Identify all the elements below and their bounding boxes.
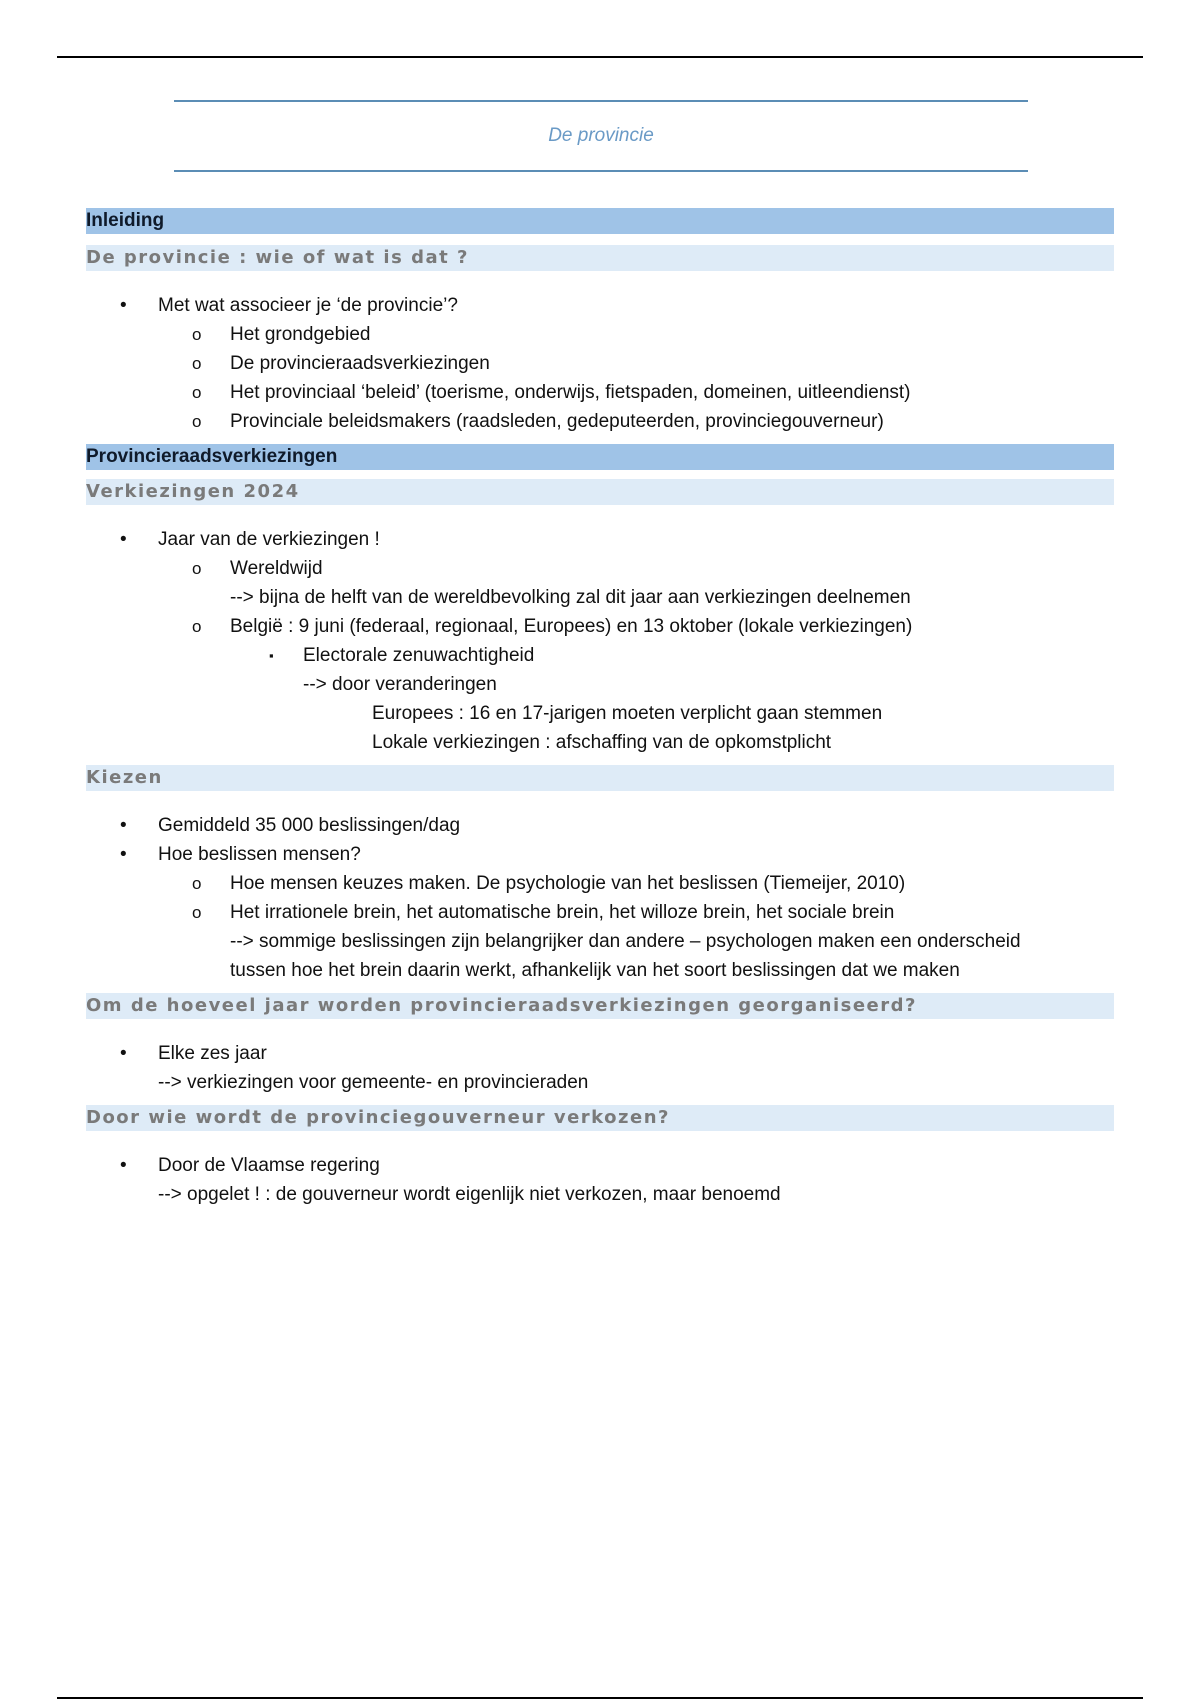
note-text: Lokale verkiezingen : afschaffing van de opkomstplicht [372, 732, 832, 753]
list-item [86, 525, 1114, 554]
list-item-text: Jaar van de verkiezingen ! [158, 529, 380, 550]
list-item [86, 1039, 1114, 1068]
list-kiezen [86, 811, 1114, 985]
subheading-gouverneur: Door wie wordt de provinciegouverneur verkozen? [86, 1105, 1114, 1131]
subheading-hoeveel-jaar: Om de hoeveel jaar worden provincieraadsverkiezingen georganiseerd? [86, 993, 1114, 1019]
list-item [86, 291, 1114, 320]
circle-bullet-icon: o [192, 325, 202, 344]
list-item [86, 349, 1114, 378]
bullet-icon: • [120, 1043, 127, 1064]
list-item [86, 1151, 1114, 1180]
list-item [86, 320, 1114, 349]
list-item-text: Gemiddeld 35 000 beslissingen/dag [158, 815, 461, 836]
note-text: tussen hoe het brein daarin werkt, afhankelijk van het soort beslissingen dat we maken [230, 960, 960, 981]
document-body [86, 208, 1114, 1209]
list-item [86, 407, 1114, 436]
heading-provincieraadsverkiezingen: Provincieraadsverkiezingen [86, 444, 1114, 470]
circle-bullet-icon: o [192, 354, 202, 373]
list-item [86, 612, 1114, 641]
list-inleiding [86, 291, 1114, 436]
note-text: --> opgelet ! : de gouverneur wordt eigenlijk niet verkozen, maar benoemd [158, 1184, 781, 1205]
bullet-icon: • [120, 815, 127, 836]
list-item-text: Het grondgebied [230, 324, 371, 345]
list-item-text: Hoe mensen keuzes maken. De psychologie van het beslissen (Tiemeijer, 2010) [230, 873, 906, 894]
list-item [86, 840, 1114, 869]
list-item [86, 898, 1114, 927]
bullet-icon: • [120, 1155, 127, 1176]
circle-bullet-icon: o [192, 559, 202, 578]
note-text: --> door veranderingen [303, 674, 497, 695]
bullet-icon: • [120, 529, 127, 550]
list-item-text: België : 9 juni (federaal, regionaal, Europees) en 13 oktober (lokale verkiezingen) [230, 616, 913, 637]
list-item [86, 811, 1114, 840]
bullet-icon: • [120, 844, 127, 865]
list-item-text: De provincieraadsverkiezingen [230, 353, 490, 374]
header-rule [57, 56, 1143, 58]
circle-bullet-icon: o [192, 903, 202, 922]
list-item [86, 378, 1114, 407]
subheading-verkiezingen-2024: Verkiezingen 2024 [86, 479, 1114, 505]
page-title: De provincie [548, 125, 654, 146]
list-item-text: Het irrationele brein, het automatische brein, het willoze brein, het sociale brein [230, 902, 895, 923]
list-item [86, 641, 1114, 670]
list-item [86, 869, 1114, 898]
list-item-text: Het provinciaal ‘beleid’ (toerisme, onderwijs, fietspaden, domeinen, uitleendienst) [230, 382, 911, 403]
list-item-text: Wereldwijd [230, 558, 323, 579]
note-text: Europees : 16 en 17-jarigen moeten verplicht gaan stemmen [372, 703, 883, 724]
list-item-text: Met wat associeer je ‘de provincie’? [158, 295, 458, 316]
note-text: --> sommige beslissingen zijn belangrijker dan andere – psychologen maken een onderscheid [230, 931, 1021, 952]
heading-inleiding: Inleiding [86, 208, 1114, 234]
circle-bullet-icon: o [192, 412, 202, 431]
list-item-text: Elke zes jaar [158, 1043, 267, 1064]
list-item-text: Hoe beslissen mensen? [158, 844, 361, 865]
square-bullet-icon: ▪ [269, 648, 274, 663]
list-gouverneur [86, 1151, 1114, 1209]
list-item-text: Provinciale beleidsmakers (raadsleden, gedeputeerden, provinciegouverneur) [230, 411, 884, 432]
title-box [174, 100, 1028, 172]
circle-bullet-icon: o [192, 383, 202, 402]
subheading-kiezen: Kiezen [86, 765, 1114, 791]
footer-rule [57, 1697, 1143, 1699]
bullet-icon: • [120, 295, 127, 316]
list-item [86, 554, 1114, 583]
list-verkiezingen [86, 525, 1114, 757]
list-item-text: Electorale zenuwachtigheid [303, 645, 535, 666]
circle-bullet-icon: o [192, 874, 202, 893]
list-item-text: Door de Vlaamse regering [158, 1155, 380, 1176]
subheading-provincie: De provincie : wie of wat is dat ? [86, 245, 1114, 271]
list-hoeveel [86, 1039, 1114, 1097]
circle-bullet-icon: o [192, 617, 202, 636]
note-text: --> verkiezingen voor gemeente- en provincieraden [158, 1072, 589, 1093]
note-text: --> bijna de helft van de wereldbevolking zal dit jaar aan verkiezingen deelnemen [230, 587, 911, 608]
